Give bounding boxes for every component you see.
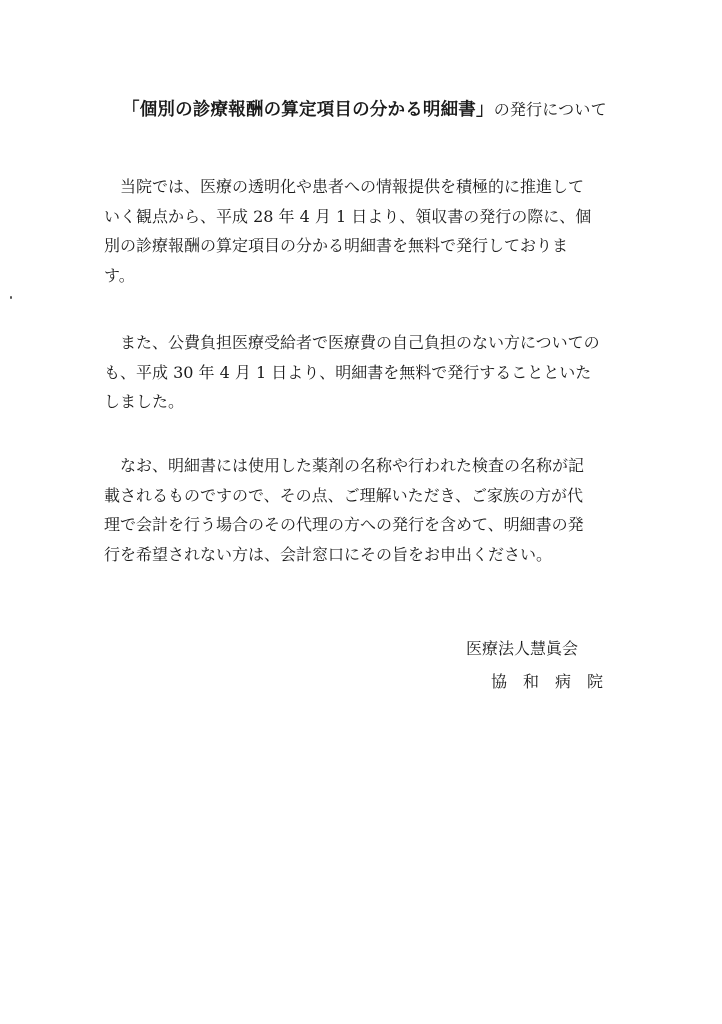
- paragraph-3: [104, 451, 624, 569]
- paragraph-2: [104, 328, 624, 417]
- paragraph-line: いく観点から、平成 28 年 4 月 1 日より、領収書の発行の際に、個: [104, 206, 592, 226]
- paragraph-line: す。: [104, 265, 135, 285]
- title-sub: の発行について: [493, 100, 607, 119]
- paragraph-line: 当院では、医療の透明化や患者への情報提供を積極的に推進して: [104, 177, 585, 196]
- scan-speck: [10, 296, 12, 299]
- paragraph-line: また、公費負担医療受給者で医療費の自己負担のない方についての: [104, 333, 600, 352]
- paragraph-line: なお、明細書には使用した薬剤の名称や行われた検査の名称が記: [104, 456, 585, 475]
- paragraph-line: 別の診療報酬の算定項目の分かる明細書を無料で発行しておりま: [104, 236, 569, 255]
- paragraph-line: 行を希望されない方は、会計窓口にその旨をお申出ください。: [104, 544, 553, 564]
- paragraph-line: しました。: [104, 392, 185, 411]
- document-title: [122, 96, 607, 121]
- paragraph-line: 載されるものですので、その点、ご理解いただき、ご家族の方が代: [104, 485, 584, 505]
- paragraph-line: も、平成 30 年 4 月 1 日より、明細書を無料で発行することといた: [104, 362, 592, 382]
- paragraph-1: [104, 172, 624, 290]
- paragraph-line: 理で会計を行う場合のその代理の方への発行を含めて、明細書の発: [104, 515, 584, 534]
- signature-organization: 医療法人慧眞会: [466, 639, 579, 658]
- title-main: 「個別の診療報酬の算定項目の分かる明細書」: [122, 100, 494, 120]
- signature-hospital: 協和病院: [491, 672, 620, 691]
